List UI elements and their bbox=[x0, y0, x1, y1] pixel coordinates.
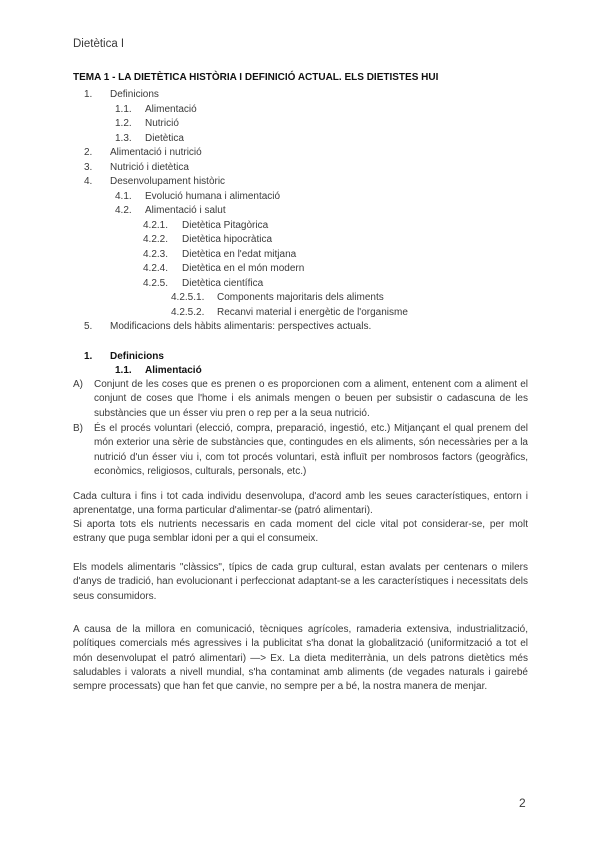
item-text: És el procés voluntari (elecció, compra, preparació, ingestió, etc.) Mitjançant el qual prenem del món exterior una sèrie de substàncies que, contingudes en els aliments, són necessàries per a la nutrició d'un ésser viu i, com tot procés voluntari, està influït per nombrosos factors (geogràfics, econòmics, religiosos, culturals, personals, etc.) bbox=[94, 423, 528, 477]
item-marker: A) bbox=[73, 379, 83, 390]
toc-number: 4.2.4. bbox=[143, 263, 169, 274]
table-of-contents bbox=[0, 88, 600, 335]
toc-entry bbox=[0, 248, 600, 263]
toc-entry bbox=[0, 291, 600, 306]
toc-entry bbox=[0, 146, 600, 161]
toc-entry bbox=[0, 306, 600, 321]
toc-number: 4.2.5.1. bbox=[171, 292, 205, 303]
toc-entry bbox=[0, 262, 600, 277]
toc-number: 4.2.2. bbox=[143, 234, 169, 245]
subsection-number: 1.1. bbox=[115, 365, 132, 376]
item-text: Conjunt de les coses que es prenen o es proporcionen com a aliment, entenent com a aliment el conjunt de coses que l'home i els animals mengen o beuen per subsistir o cadascuna de les substàncies que un ésser viu pren o rep per a la seua nutrició. bbox=[94, 379, 528, 419]
toc-number: 1.3. bbox=[115, 132, 132, 144]
toc-number: 3. bbox=[84, 161, 93, 173]
toc-entry bbox=[0, 204, 600, 219]
toc-number: 1.1. bbox=[115, 103, 132, 115]
item-marker: B) bbox=[73, 423, 83, 434]
toc-number: 1.2. bbox=[115, 118, 132, 129]
definition-item-b bbox=[73, 422, 528, 479]
toc-entry bbox=[0, 219, 600, 234]
toc-number: 4.2. bbox=[115, 205, 132, 216]
toc-label: Evolució humana i alimentació bbox=[145, 190, 281, 202]
page-number: 2 bbox=[519, 796, 526, 810]
toc-entry bbox=[0, 320, 600, 335]
toc-entry bbox=[0, 117, 600, 132]
toc-entry bbox=[0, 103, 600, 118]
toc-label: Dietètica en el món modern bbox=[182, 263, 305, 274]
toc-number: 1. bbox=[84, 89, 93, 100]
toc-number: 2. bbox=[84, 147, 93, 158]
subsection-heading: Alimentació bbox=[145, 365, 202, 376]
toc-number: 4.2.5. bbox=[143, 277, 169, 289]
toc-number: 5. bbox=[84, 321, 93, 332]
toc-entry bbox=[0, 161, 600, 176]
paragraph: Els models alimentaris "clàssics", típics de cada grup cultural, estan avalats per centenars o milers d'anys de tradició, han evolucionant i perfeccionat adaptant-se a les característiques i necessitats dels seus consumidors. bbox=[73, 562, 528, 602]
toc-entry bbox=[0, 132, 600, 147]
paragraph: A causa de la millora en comunicació, tècniques agrícoles, ramaderia extensiva, industrialització, polítiques comercials més agressives i la publicitat s'ha donat la globalització (uniformització a tot el món desenvolupat el patró alimentari) —> Ex. La dieta mediterrània, un dels patrons dietètics més saludables i valorats a nivell mundial, s'ha contaminat amb aliments (de vegades naturals i gairebé sempre processats) que han fet que canvie, no sempre per a bé, la nostra manera de menjar. bbox=[73, 624, 528, 693]
toc-label: Recanvi material i energètic de l'organisme bbox=[217, 306, 408, 318]
toc-label: Components majoritaris dels aliments bbox=[217, 292, 384, 303]
toc-number: 4.2.5.2. bbox=[171, 306, 205, 318]
section-heading: Definicions bbox=[110, 351, 164, 362]
definition-item-a bbox=[73, 378, 528, 421]
toc-label: Dietètica hipocràtica bbox=[182, 234, 273, 245]
toc-label: Definicions bbox=[110, 89, 159, 100]
toc-label: Dietètica científica bbox=[182, 277, 264, 289]
toc-number: 4.2.1. bbox=[143, 219, 169, 231]
toc-entry bbox=[0, 190, 600, 205]
toc-label: Dietètica Pitagòrica bbox=[182, 219, 269, 231]
toc-number: 4. bbox=[84, 176, 93, 187]
toc-label: Desenvolupament històric bbox=[110, 176, 226, 187]
toc-number: 4.1. bbox=[115, 190, 132, 202]
toc-number: 4.2.3. bbox=[143, 248, 169, 260]
toc-label: Alimentació bbox=[145, 103, 197, 115]
toc-label: Nutrició bbox=[145, 118, 179, 129]
toc-entry bbox=[0, 277, 600, 292]
toc-label: Modificacions dels hàbits alimentaris: perspectives actuals. bbox=[110, 321, 372, 332]
toc-label: Dietètica bbox=[145, 132, 184, 144]
running-header: Dietètica I bbox=[73, 38, 125, 50]
toc-label: Nutrició i dietètica bbox=[110, 161, 189, 173]
paragraph: Si aporta tots els nutrients necessaris en cada moment del cicle vital pot considerar-se, per molt estrany que puga semblar idoni per a qui el consumeix. bbox=[73, 519, 528, 545]
toc-entry bbox=[0, 175, 600, 190]
toc-entry bbox=[0, 88, 600, 103]
toc-label: Alimentació i nutrició bbox=[110, 147, 202, 158]
toc-label: Alimentació i salut bbox=[145, 205, 226, 216]
section-number: 1. bbox=[84, 351, 93, 362]
toc-label: Dietètica en l'edat mitjana bbox=[182, 248, 297, 260]
paragraph: Cada cultura i fins i tot cada individu desenvolupa, d'acord amb les seues característiques, entorn i aprenentatge, una forma particular d'alimentar-se (patró alimentari). bbox=[73, 491, 528, 517]
toc-entry bbox=[0, 233, 600, 248]
document-title: TEMA 1 - LA DIETÈTICA HISTÒRIA I DEFINICIÓ ACTUAL. ELS DIETISTES HUI bbox=[73, 72, 439, 83]
